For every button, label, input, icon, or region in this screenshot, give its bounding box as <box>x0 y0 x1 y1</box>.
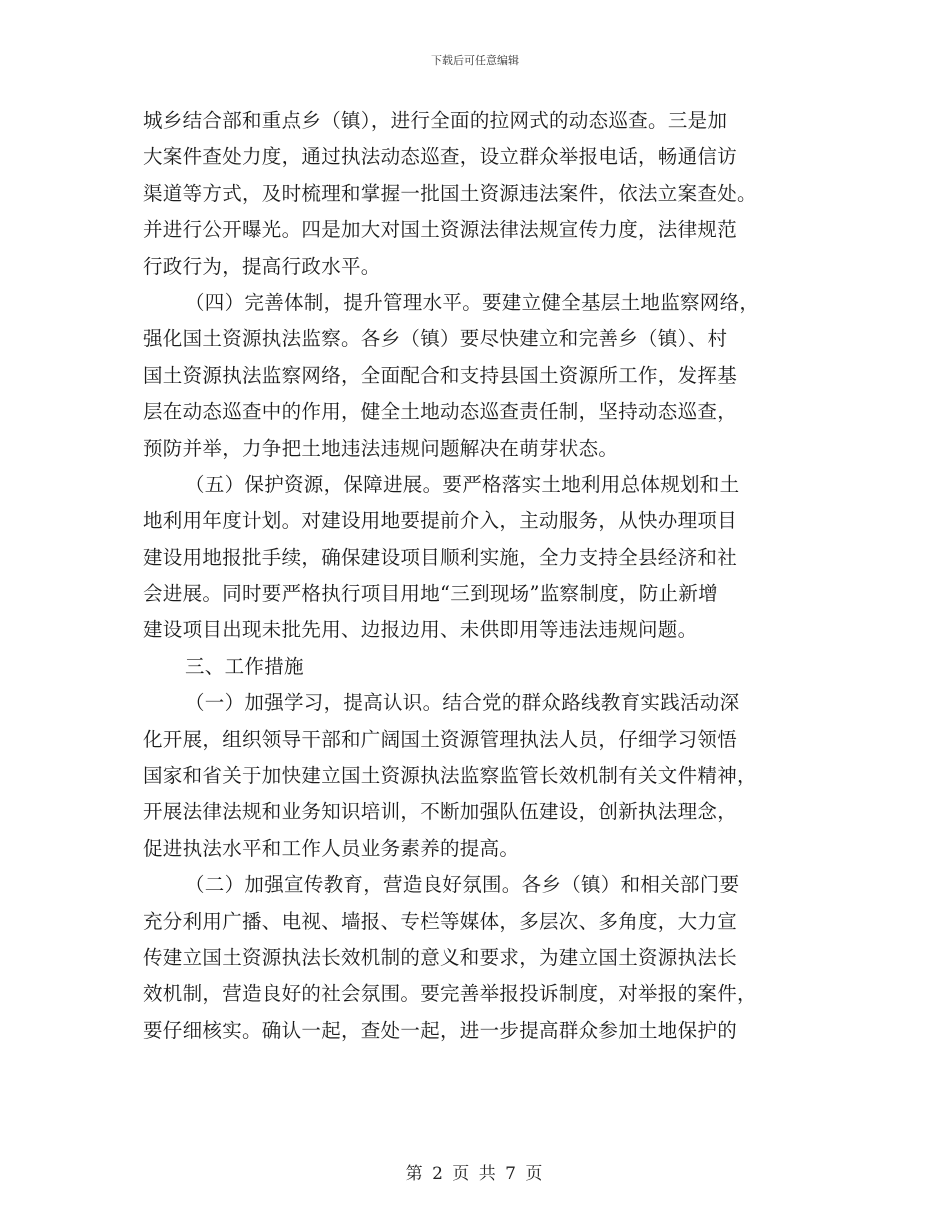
text-line: 层在动态巡查中的作用，健全土地动态巡查责任制，坚持动态巡查， <box>143 400 738 424</box>
text-line: 要仔细核实。确认一起，查处一起，进一步提高群众参加土地保护的 <box>143 1018 738 1042</box>
text-line: 预防并举，力争把土地违法违规问题解决在萌芽状态。 <box>143 436 619 460</box>
document-body <box>143 103 807 1049</box>
text-line: 地利用年度计划。对建设用地要提前介入，主动服务，从快办理项目 <box>143 509 738 533</box>
text-line: 国土资源执法监察网络，全面配合和支持县国土资源所工作，发挥基 <box>143 363 738 387</box>
text-line: 行政行为，提高行政水平。 <box>143 254 381 278</box>
text-line: 开展法律法规和业务知识培训，不断加强队伍建设，创新执法理念， <box>143 800 738 824</box>
text-line: 效机制，营造良好的社会氛围。要完善举报投诉制度，对举报的案件， <box>143 982 757 1006</box>
page-number-footer: 第 2 页 共 7 页 <box>405 1164 545 1184</box>
text-line: 建设用地报批手续，确保建设项目顺利实施，全力支持全县经济和社 <box>143 545 738 569</box>
text-line: 建设项目出现未批先用、边报边用、未供即用等违法违规问题。 <box>143 618 698 642</box>
text-line: 三、工作措施 <box>185 654 304 678</box>
text-line: 国家和省关于加快建立国土资源执法监察监管长效机制有关文件精神， <box>143 764 757 788</box>
text-line: 并进行公开曝光。四是加大对国土资源法律法规宣传力度，法律规范 <box>143 218 738 242</box>
page-header-note: 下载后可任意编辑 <box>431 54 519 67</box>
text-line: （二）加强宣传教育，营造良好氛围。各乡（镇）和相关部门要 <box>185 873 740 897</box>
text-line: （四）完善体制，提升管理水平。要建立健全基层土地监察网络， <box>185 290 760 314</box>
text-line: 渠道等方式，及时梳理和掌握一批国土资源违法案件，依法立案查处。 <box>143 181 757 205</box>
text-line: （五）保护资源，保障进展。要严格落实土地利用总体规划和土 <box>185 472 740 496</box>
text-line: 促进执法水平和工作人员业务素养的提高。 <box>143 836 520 860</box>
text-line: 城乡结合部和重点乡（镇），进行全面的拉网式的动态巡查。三是加 <box>143 109 728 132</box>
text-line: 充分利用广播、电视、墙报、专栏等媒体，多层次、多角度，大力宣 <box>143 909 738 933</box>
text-line: 化开展，组织领导干部和广阔国土资源管理执法人员，仔细学习领悟 <box>143 727 738 751</box>
text-line: （一）加强学习，提高认识。结合党的群众路线教育实践活动深 <box>185 691 740 715</box>
text-line: 传建立国土资源执法长效机制的意义和要求，为建立国土资源执法长 <box>143 945 738 969</box>
text-line: 强化国土资源执法监察。各乡（镇）要尽快建立和完善乡（镇）、村 <box>143 327 728 351</box>
text-line: 大案件查处力度，通过执法动态巡查，设立群众举报电话，畅通信访 <box>143 145 738 169</box>
text-line: 会进展。同时要严格执行项目用地“三到现场”监察制度，防止新增 <box>143 582 718 606</box>
